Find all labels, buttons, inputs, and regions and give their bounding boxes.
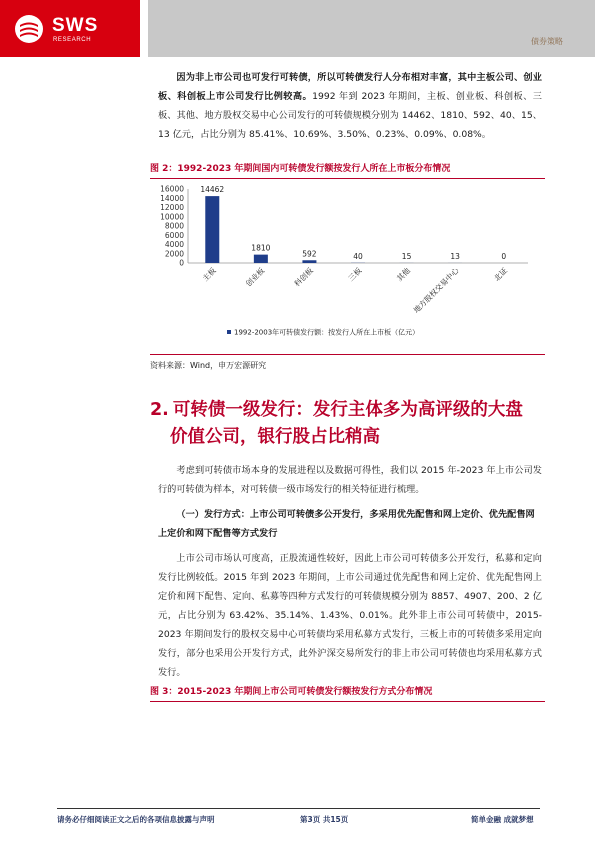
bar-data-label: 0 (501, 252, 507, 261)
y-tick-label: 4000 (164, 240, 184, 249)
x-tick-label: 其他 (395, 266, 412, 284)
header-gray-bar (148, 0, 595, 57)
sws-logo (14, 14, 124, 48)
y-tick-label: 2000 (164, 249, 184, 259)
legend-swatch (227, 330, 231, 334)
section-2-title-line2: 价值公司，银行股占比稍高 (170, 427, 380, 447)
paragraph-body: 1992 年到 2023 年期间，主板、创业板、科创板、三板、其他、地方股权交易中心公司发行的可转债规模分别为 14462、1810、592、40、15、13 亿元，占比分别为 85.41%、10.69%、3.50%、0.23%、0.09%、0.08%。 (158, 91, 542, 140)
x-tick-label: 地方股权交易中心 (411, 266, 461, 315)
logo-text: SWS (52, 15, 99, 36)
report-category-tag: 债券策略 (531, 37, 563, 46)
bar-data-label: 592 (302, 249, 317, 259)
x-tick-label: 三板 (346, 266, 364, 284)
header-brand-bar (0, 0, 140, 57)
paragraph-issue-method: 上市公司市场认可度高，正股流通性较好，因此上市公司可转债多公开发行，私募和定向发行比例较低。2015 年到 2023 年期间，上市公司通过优先配售和网上定价、优先配售网上定价和网下配售、定向、私募等四种方式发行的可转债规模分别为 8857、4907、200、2 亿元，占比分别为 63.42%、35.14%、1.43%、0.01%。此外非上市公司可转债中，2015-2023 年期间发行的股权交易中心可转债均采用私募方式发行，三板上市的可转债多采用定向发行，部分也采用公开发行方式，此外沪深交易所发行的非上市公司可转债也均采用私募方式发行。 (158, 553, 542, 678)
figure-2-bar-chart (150, 180, 545, 350)
x-tick-label: 科创板 (292, 266, 315, 289)
figure-2-title: 图 2：1992-2023 年期间国内可转债发行额按发行人所在上市板分布情况 (150, 161, 545, 179)
y-tick-label: 8000 (164, 221, 184, 231)
y-tick-label: 14000 (160, 193, 184, 203)
legend-label: 1992-2003年可转债发行额：按发行人所在上市板（亿元） (234, 328, 420, 337)
section-2-title-line1: 可转债一级发行：发行主体多为高评级的大盘 (172, 400, 523, 420)
subsection-issue-method-heading: （一）发行方式：上市公司可转债多公开发行，多采用优先配售和网上定价、优先配售网上定价和网下配售等方式发行 (158, 509, 535, 539)
figure-2-source: 资料来源：Wind，申万宏源研究 (150, 354, 545, 371)
y-tick-label: 10000 (160, 212, 184, 222)
section-2-heading (150, 397, 550, 451)
x-tick-label: 创业板 (243, 266, 267, 289)
bar-data-label: 14462 (200, 185, 225, 195)
bar-3 (302, 260, 316, 263)
x-tick-label: 主板 (200, 266, 218, 284)
bar-2 (254, 255, 268, 263)
bar-data-label: 1810 (251, 243, 271, 253)
footer-divider (57, 808, 540, 809)
paragraph-issuer-distribution (158, 68, 542, 144)
footer-slogan: 简单金融 成就梦想 (471, 815, 534, 824)
y-tick-label: 6000 (164, 230, 184, 240)
paragraph-sample-description: 考虑到可转债市场本身的发展进程以及数据可得性，我们以 2015 年-2023 年上市公司发行的可转债为样本，对可转债一级市场发行的相关特征进行梳理。 (158, 465, 542, 495)
logo-subtext: RESEARCH (53, 37, 92, 43)
sws-logo-icon (14, 14, 44, 44)
bar-1 (205, 196, 219, 263)
y-tick-label: 16000 (160, 184, 184, 194)
footer-disclaimer: 请务必仔细阅读正文之后的各项信息披露与声明 (57, 815, 215, 824)
bar-data-label: 15 (401, 251, 412, 261)
bar-data-label: 13 (450, 251, 460, 261)
figure-3-title: 图 3：2015-2023 年期间上市公司可转债发行额按发行方式分布情况 (150, 684, 545, 702)
footer-page-number: 第3页 共15页 (300, 815, 349, 824)
paragraph-bold-lead: 因为非上市公司也可发行可转债，所以可转债发行人分布相对丰富，其中主板公司、创业板、科创板上市公司发行比例较高。 (158, 72, 542, 102)
bar-data-label: 40 (353, 251, 363, 261)
y-tick-label: 12000 (160, 203, 184, 212)
x-tick-label: 北证 (492, 266, 510, 284)
section-2-heading-line1 (150, 397, 550, 424)
y-tick-label: 0 (179, 258, 184, 268)
section-2-number: 2. (150, 400, 169, 420)
